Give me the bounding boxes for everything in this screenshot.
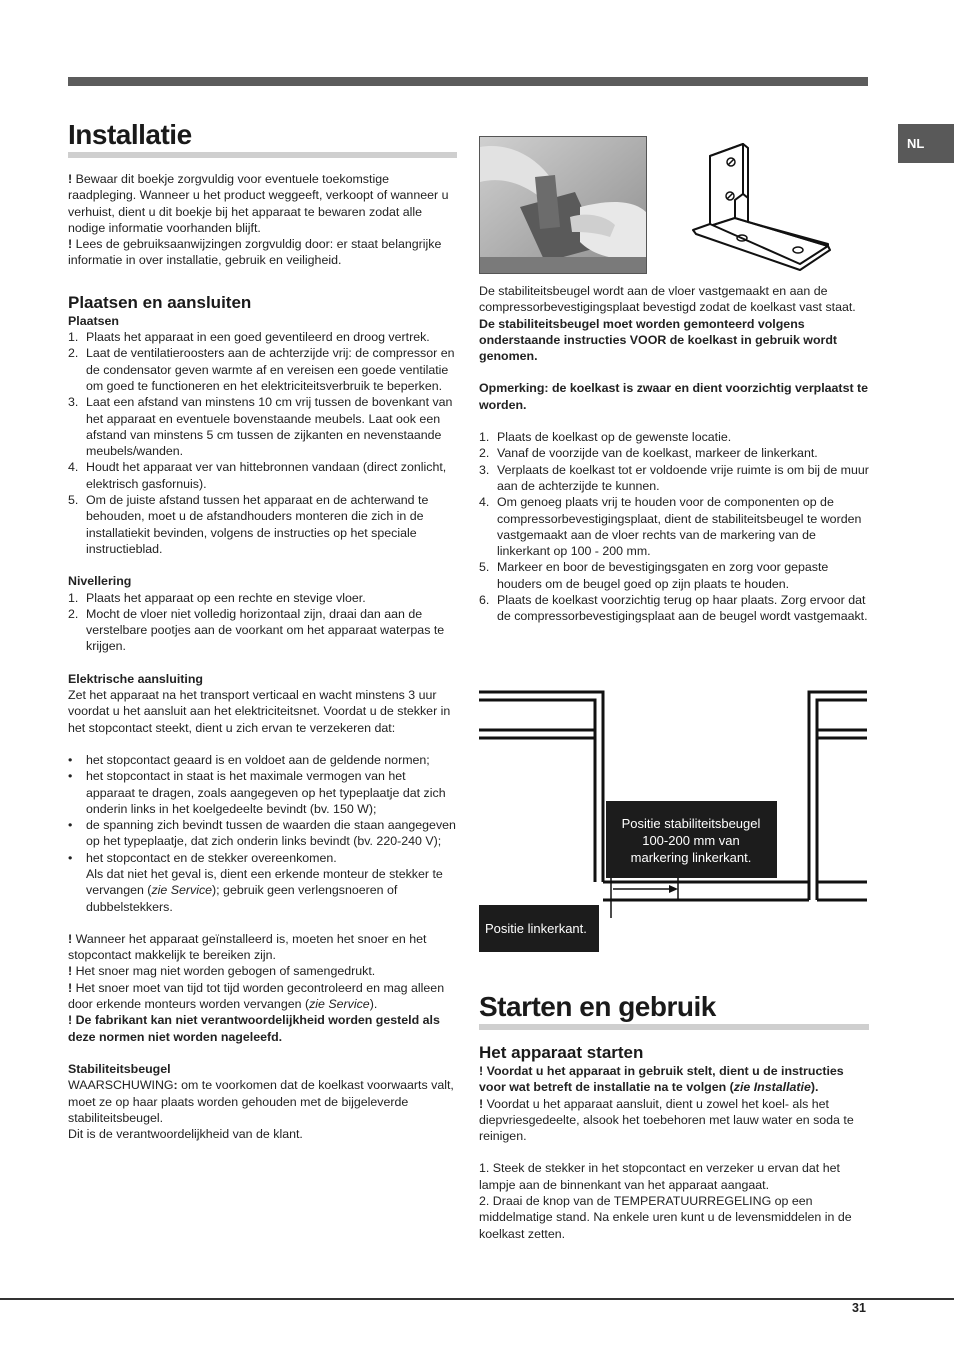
list-item — [68, 768, 457, 817]
intro-1: ! Bewaar dit boekje zorgvuldig voor eventuele toekomstige raadpleging. Wanneer u het product weggeeft, verkoopt of wanneer u verhuist, dient u dit boekje bij het apparaat te bewaren zodat alle nodige informatie voorhanden blijft. — [68, 172, 449, 235]
right-column — [479, 283, 869, 625]
elec-after: Als dat niet het geval is, dient een erkende monteur de stekker te vervangen (zie Service); gebruik geen verlengsnoeren of dubbelstekkers. — [86, 866, 443, 914]
list-item-marker: • — [68, 769, 73, 784]
warning-3: ! Het snoer moet van tijd tot tijd worden gecontroleerd en mag alleen door erkende monteurs worden vervangen (zie Service). — [68, 980, 445, 1012]
page-title: Installatie — [68, 119, 192, 150]
title-rule — [68, 152, 457, 158]
right-para-1: De stabiliteitsbeugel wordt aan de vloer vastgemaakt en aan de compressorbevestigingsplaat bevestigd zodat de koelkast vast staat. — [479, 284, 856, 315]
list-item-marker: 6. — [479, 593, 490, 608]
list-item-text: Laat de ventilatieroosters aan de achterzijde vrij: de compressor en de condensator geven warmte af en vereisen een goede ventilatie om goed te functioneren en het elektriciteitsverbruik te beperken. — [86, 346, 455, 393]
bracket-drawing — [688, 138, 838, 274]
bracket-photo-illustration — [480, 137, 646, 273]
list-item-text: het stopcontact en de stekker overeenkomen. — [86, 850, 337, 865]
list-item-marker: 3. — [479, 462, 490, 477]
list-item — [68, 817, 457, 850]
stab-text-2: Dit is de verantwoordelijkheid van de klant. — [68, 1127, 303, 1142]
steps-list — [479, 429, 869, 625]
start-title: Starten en gebruik — [479, 991, 716, 1022]
list-item-text: Verplaats de koelkast tot er voldoende vrije ruimte is om bij de muur aan de achterzijde te kunnen. — [497, 462, 869, 493]
list-item-text: het stopcontact geaard is en voldoet aan de geldende normen; — [86, 752, 430, 767]
list-item-marker: 5. — [479, 560, 490, 575]
list-item-marker: 2. — [68, 346, 79, 361]
list-item-marker: 4. — [68, 460, 79, 475]
elec-bullet-list — [68, 752, 457, 866]
warning-1: ! Wanneer het apparaat geïnstalleerd is, moeten het snoer en het stopcontact makkelijk te bereiken zijn. — [68, 931, 427, 963]
language-tab: NL — [898, 124, 954, 163]
list-item-marker: 2. — [68, 606, 79, 621]
list-item-marker: • — [68, 818, 73, 833]
bracket-photo — [479, 136, 647, 274]
placing-heading: Plaatsen en aansluiten — [68, 292, 252, 312]
placing-list — [68, 329, 457, 557]
top-bar — [68, 77, 868, 86]
list-item-marker: 1. — [479, 430, 490, 445]
start-title-rule — [479, 1024, 869, 1030]
level-list — [68, 590, 457, 655]
start-step-1: 1. Steek de stekker in het stopcontact en verzeker u ervan dat het lampje aan de binnenkant van het apparaat aangaat. — [479, 1161, 840, 1192]
list-item-marker: 3. — [68, 395, 79, 410]
start-section — [479, 990, 869, 1242]
list-item — [68, 394, 457, 459]
list-item-text: de spanning zich bevindt tussen de waarden die staan aangegeven op het typeplaatje, dat zich onderin links bevindt (bv. 220-240 V); — [86, 818, 456, 849]
bracket-position-label-line-3: markering linkerkant. — [630, 850, 752, 865]
left-position-label: Positie linkerkant. — [485, 921, 587, 936]
stab-text: WAARSCHUWING: om te voorkomen dat de koelkast voorwaarts valt, moet ze op haar plaats worden gehouden met de bijgeleverde stabiliteitsbeugel. — [68, 1078, 454, 1125]
list-item-text: Om de juiste afstand tussen het apparaat en de achterwand te behouden, moet u de afstandhouders monteren die zich in de installatiekit bevinden, volgens de instructies op het speciale instructieblad. — [86, 493, 429, 556]
list-item — [479, 462, 869, 495]
footer-rule — [0, 1298, 954, 1300]
list-item-text: Laat een afstand van minstens 10 cm vrij tussen de bovenkant van het apparaat en eventuele bovenstaande meubels. Laat ook een afstand van minstens 5 cm tussen de zijkanten en nevenstaande meubels/wanden. — [86, 395, 453, 459]
list-item-marker: 4. — [479, 495, 490, 510]
list-item-marker: 1. — [68, 330, 79, 345]
list-item-marker: 1. — [68, 590, 79, 605]
start-step-2: 2. Draai de knop van de TEMPERATUURREGELING op een middelmatige stand. Na enkele uren kunt u de levensmiddelen in de koelkast zetten. — [479, 1194, 852, 1241]
list-item-marker: • — [68, 752, 73, 767]
elec-sub: Elektrische aansluiting — [68, 671, 203, 686]
list-item — [68, 329, 457, 345]
right-note: Opmerking: de koelkast is zwaar en dient voorzichtig verplaatst te worden. — [479, 381, 869, 412]
bracket-position-label-line-1: Positie stabiliteitsbeugel — [621, 816, 761, 831]
list-item-text: Vanaf de voorzijde van de koelkast, markeer de linkerkant. — [497, 446, 818, 461]
list-item — [479, 494, 869, 559]
list-item — [68, 606, 457, 655]
list-item — [68, 459, 457, 492]
position-diagram — [479, 688, 867, 954]
start-para-2: ! Voordat u het apparaat aansluit, dient u zowel het koel- als het diepvriesgedeelte, alsook het toebehoren met lauw water en soda te reinigen. — [479, 1096, 854, 1144]
start-para-1: ! Voordat u het apparaat in gebruik stelt, dient u de instructies voor wat betreft de installatie na te volgen (zie Installatie). — [479, 1064, 844, 1095]
list-item-text: Markeer en boor de bevestigingsgaten en zorg voor gepaste houders om de beugel goed op zijn plaats te houden. — [497, 560, 829, 591]
page-number: 31 — [852, 1301, 866, 1315]
placing-sub: Plaatsen — [68, 313, 119, 328]
list-item-text: Houdt het apparaat ver van hittebronnen vandaan (direct zonlicht, elektrisch gasfornuis). — [86, 460, 447, 491]
list-item — [68, 345, 457, 394]
start-heading: Het apparaat starten — [479, 1043, 644, 1062]
list-item-marker: • — [68, 850, 73, 865]
list-item — [479, 559, 869, 592]
list-item — [479, 592, 869, 625]
list-item-text: Om genoeg plaats vrij te houden voor de componenten op de compressorbevestigingsplaat, dient de stabiliteitsbeugel te worden vastgemaakt aan de vloer rechts van de markering van de linkerkant op 100 - 200 mm. — [497, 495, 862, 559]
list-item-text: het stopcontact in staat is het maximale vermogen van het apparaat te dragen, zoals aangegeven op het typeplaatje dat zich onderin links in het koelgedeelte bevindt (bv. 150 W); — [86, 769, 446, 816]
warning-2: ! Het snoer mag niet worden gebogen of samengedrukt. — [68, 964, 376, 979]
list-item — [68, 850, 457, 866]
list-item-text: Plaats de koelkast voorzichtig terug op haar plaats. Zorg ervoor dat de compressorbevestigingsplaat aan de beugel wordt vastgemaakt. — [497, 593, 868, 624]
list-item-marker: 5. — [68, 493, 79, 508]
list-item-text: Plaats het apparaat in een goed geventileerd en droog vertrek. — [86, 330, 430, 345]
list-item-text: Plaats het apparaat op een rechte en stevige vloer. — [86, 590, 366, 605]
elec-text: Zet het apparaat na het transport verticaal en wacht minstens 3 uur voordat u het aansluit aan het elektriciteitsnet. Voordat u de stekker in het stopcontact steekt, dient u zich ervan te verzekeren dat: — [68, 688, 451, 735]
right-para-2: De stabiliteitsbeugel moet worden gemonteerd volgens onderstaande instructies VOOR de koelkast in gebruik wordt genomen. — [479, 316, 838, 364]
list-item — [68, 590, 457, 606]
intro-2: ! Lees de gebruiksaanwijzingen zorgvuldig door: er staat belangrijke informatie in over installatie, gebruik en veiligheid. — [68, 237, 442, 268]
list-item-text: Plaats de koelkast op de gewenste locatie. — [497, 430, 732, 445]
left-column — [68, 118, 457, 1142]
bracket-position-label-line-2: 100-200 mm van — [642, 833, 740, 848]
list-item — [479, 445, 869, 461]
stab-sub: Stabiliteitsbeugel — [68, 1061, 171, 1076]
list-item — [68, 752, 457, 768]
level-sub: Nivellering — [68, 574, 132, 589]
list-item — [68, 492, 457, 557]
list-item-marker: 2. — [479, 446, 490, 461]
list-item — [479, 429, 869, 445]
list-item-text: Mocht de vloer niet volledig horizontaal zijn, draai dan aan de verstelbare pootjes aan de voorkant om het apparaat waterpas te krijgen. — [86, 606, 445, 654]
warning-4: ! De fabrikant kan niet verantwoordelijkheid worden gesteld als deze normen niet worden nageleefd. — [68, 1013, 440, 1044]
